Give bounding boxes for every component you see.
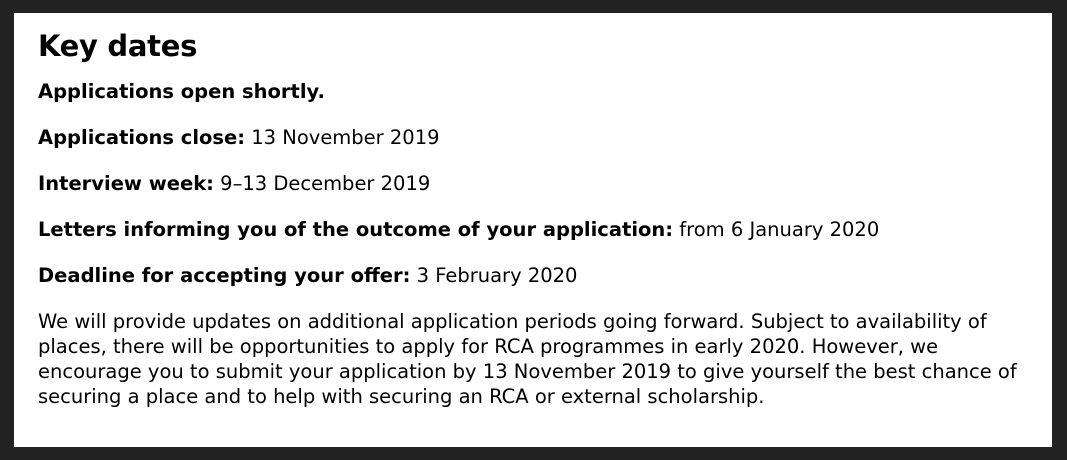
- body-paragraph: We will provide updates on additional application periods going forward. Subject to availability of places, there will be opportunities to apply for RCA programmes in early 2020. However, we encourage you to submit your application by 13 November 2019 to give yourself the best chance of securing a place and to help with securing an RCA or external scholarship.: [38, 310, 1017, 408]
- key-date-label: Applications close:: [38, 126, 246, 149]
- applications-open-label: Applications open shortly.: [38, 80, 325, 103]
- content-panel: [14, 13, 1052, 447]
- key-date-value: 3 February 2020: [410, 264, 578, 287]
- key-date-label: Interview week:: [38, 172, 214, 195]
- key-date-value: from 6 January 2020: [673, 218, 880, 241]
- key-date-value: 13 November 2019: [245, 126, 440, 149]
- key-date-interview-week: [38, 171, 1028, 196]
- key-date-label: Deadline for accepting your offer:: [38, 264, 411, 287]
- applications-open-text: [38, 79, 1028, 104]
- key-date-value: 9–13 December 2019: [213, 172, 431, 195]
- page-title: Key dates: [38, 29, 198, 63]
- key-date-outcome-letters: [38, 217, 1028, 242]
- key-date-label: Letters informing you of the outcome of your application:: [38, 218, 674, 241]
- key-date-offer-deadline: [38, 263, 1028, 288]
- key-date-applications-close: [38, 125, 1028, 150]
